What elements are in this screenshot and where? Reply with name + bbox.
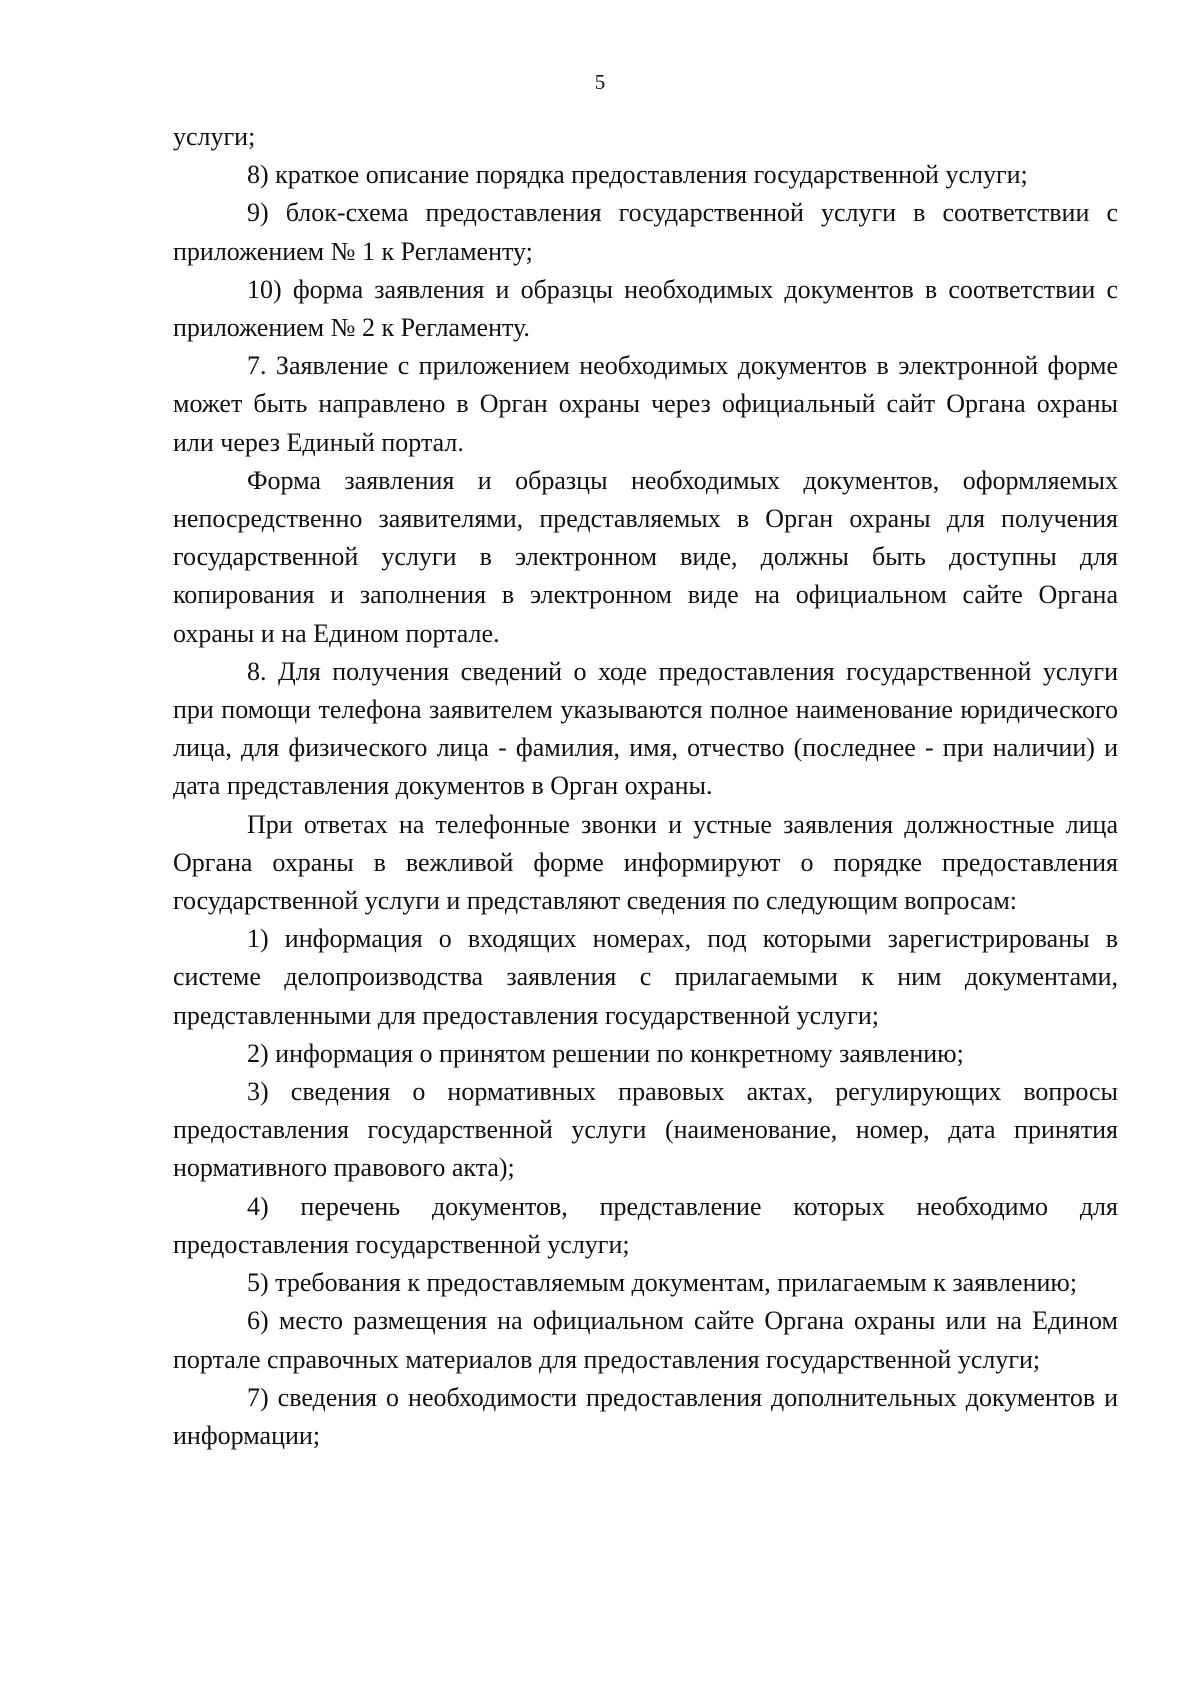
list-item-10: 10) форма заявления и образцы необходимых документов в соответствии с приложением № 2 к Регламенту.	[173, 274, 1118, 343]
list-item-8: 8) краткое описание порядка предоставления государственной услуги;	[247, 160, 1028, 190]
list-item-9: 9) блок-схема предоставления государственной услуги в соответствии с приложением № 1 к Регламенту;	[173, 198, 1118, 266]
clause-7: 7. Заявление с приложением необходимых документов в электронной форме может быть направлено в Орган охраны через официальный сайт Органа охраны или через Единый портал.	[173, 351, 1118, 457]
question-item-6: 6) место размещения на официальном сайте Органа охраны или на Едином портале справочных материалов для предоставления государственной услуги;	[173, 1306, 1118, 1374]
paragraph-phone-answers: При ответах на телефонные звонки и устные заявления должностные лица Органа охраны в вежливой форме информируют о порядке предоставления государственной услуги и представляют сведения по следующим вопросам:	[173, 809, 1118, 916]
clause-8: 8. Для получения сведений о ходе предоставления государственной услуги при помощи телефона заявителем указываются полное наименование юридического лица, для физического лица - фамилия, имя, отчество (последнее - при наличии) и дата представления документов в Орган охраны.	[173, 656, 1118, 801]
question-item-1: 1) информация о входящих номерах, под которыми зарегистрированы в системе делопроизводства заявления с прилагаемыми к ним документами, представленными для предоставления государственной услуги;	[173, 924, 1118, 1030]
document-body	[173, 118, 1118, 1455]
page-number: 5	[594, 70, 606, 94]
question-item-5: 5) требования к предоставляемым документам, прилагаемым к заявлению;	[247, 1268, 1078, 1298]
question-item-3: 3) сведения о нормативных правовых актах, регулирующих вопросы предоставления государственной услуги (наименование, номер, дата принятия нормативного правового акта);	[173, 1077, 1118, 1183]
question-item-4: 4) перечень документов, представление которых необходимо для предоставления государственной услуги;	[173, 1191, 1118, 1259]
question-item-2: 2) информация о принятом решении по конкретному заявлению;	[247, 1038, 964, 1068]
paragraph-form: Форма заявления и образцы необходимых документов, оформляемых непосредственно заявителями, представляемых в Орган охраны для получения государственной услуги в электронном виде, должны быть доступны для копирования и заполнения в электронном виде на официальном сайте Органа охраны и на Едином портале.	[173, 465, 1118, 648]
paragraph-continuation: услуги;	[173, 122, 256, 151]
question-item-7: 7) сведения о необходимости предоставления дополнительных документов и информации;	[173, 1382, 1118, 1450]
